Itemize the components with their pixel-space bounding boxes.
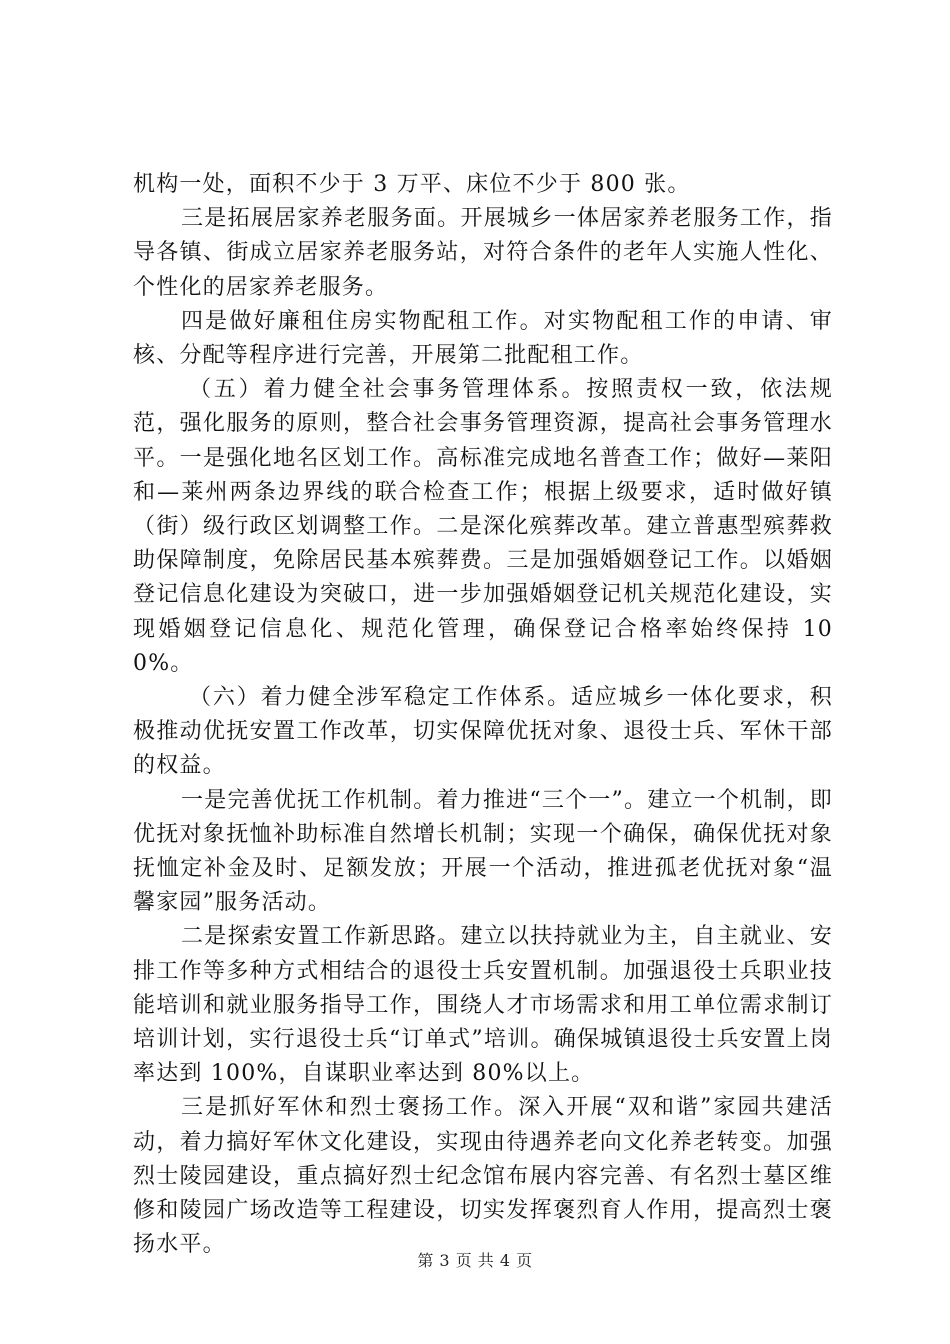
paragraph-public-housing: 四是做好廉租住房实物配租工作。对实物配租工作的申请、审核、分配等程序进行完善，开展第二批配租工作。 <box>133 308 833 369</box>
paragraph-resettlement: 二是探索安置工作新思路。建立以扶持就业为主，自主就业、安排工作等多种方式相结合的退役士兵安置机制。加强退役士兵职业技能培训和就业服务指导工作，围绕人才市场需求和用工单位需求制订培训计划，实行退役士兵“订单式”培训。确保城镇退役士兵安置上岗率达到 100%，自谋职业率达到 80%以上。 <box>133 924 833 1087</box>
paragraph-continuation: 机构一处，面积不少于 3 万平、床位不少于 800 张。 <box>133 172 691 197</box>
paragraph-home-care: 三是拓展居家养老服务面。开展城乡一体居家养老服务工作，指导各镇、街成立居家养老服务站，对符合条件的老年人实施人性化、个性化的居家养老服务。 <box>133 206 833 300</box>
document-body <box>133 168 833 1263</box>
paragraph-martyrs-commendation: 三是抓好军休和烈士褒扬工作。深入开展“双和谐”家园共建活动，着力搞好军休文化建设，实现由待遇养老向文化养老转变。加强烈士陵园建设，重点搞好烈士纪念馆布展内容完善、有名烈士墓区维修和陵园广场改造等工程建设，切实发挥褒烈育人作用，提高烈士褒扬水平。 <box>133 1095 833 1258</box>
paragraph-military-stability: （六）着力健全涉军稳定工作体系。适应城乡一体化要求，积极推动优抚安置工作改革，切实保障优抚对象、退役士兵、军休干部的权益。 <box>133 685 833 779</box>
paragraph-social-affairs: （五）着力健全社会事务管理体系。按照责权一致，依法规范，强化服务的原则，整合社会事务管理资源，提高社会事务管理水平。一是强化地名区划工作。高标准完成地名普查工作；做好—莱阳和—莱州两条边界线的联合检查工作；根据上级要求，适时做好镇（街）级行政区划调整工作。二是深化殡葬改革。建立普惠型殡葬救助保障制度，免除居民基本殡葬费。三是加强婚姻登记工作。以婚姻登记信息化建设为突破口，进一步加强婚姻登记机关规范化建设，实现婚姻登记信息化、规范化管理，确保登记合格率始终保持 100%。 <box>133 377 833 676</box>
paragraph-preferential-mechanism: 一是完善优抚工作机制。着力推进“三个一”。建立一个机制，即优抚对象抚恤补助标准自然增长机制；实现一个确保，确保优抚对象抚恤定补金及时、足额发放；开展一个活动，推进孤老优抚对象“温馨家园”服务活动。 <box>133 787 833 916</box>
page-footer: 第 3 页 共 4 页 <box>417 1251 533 1270</box>
